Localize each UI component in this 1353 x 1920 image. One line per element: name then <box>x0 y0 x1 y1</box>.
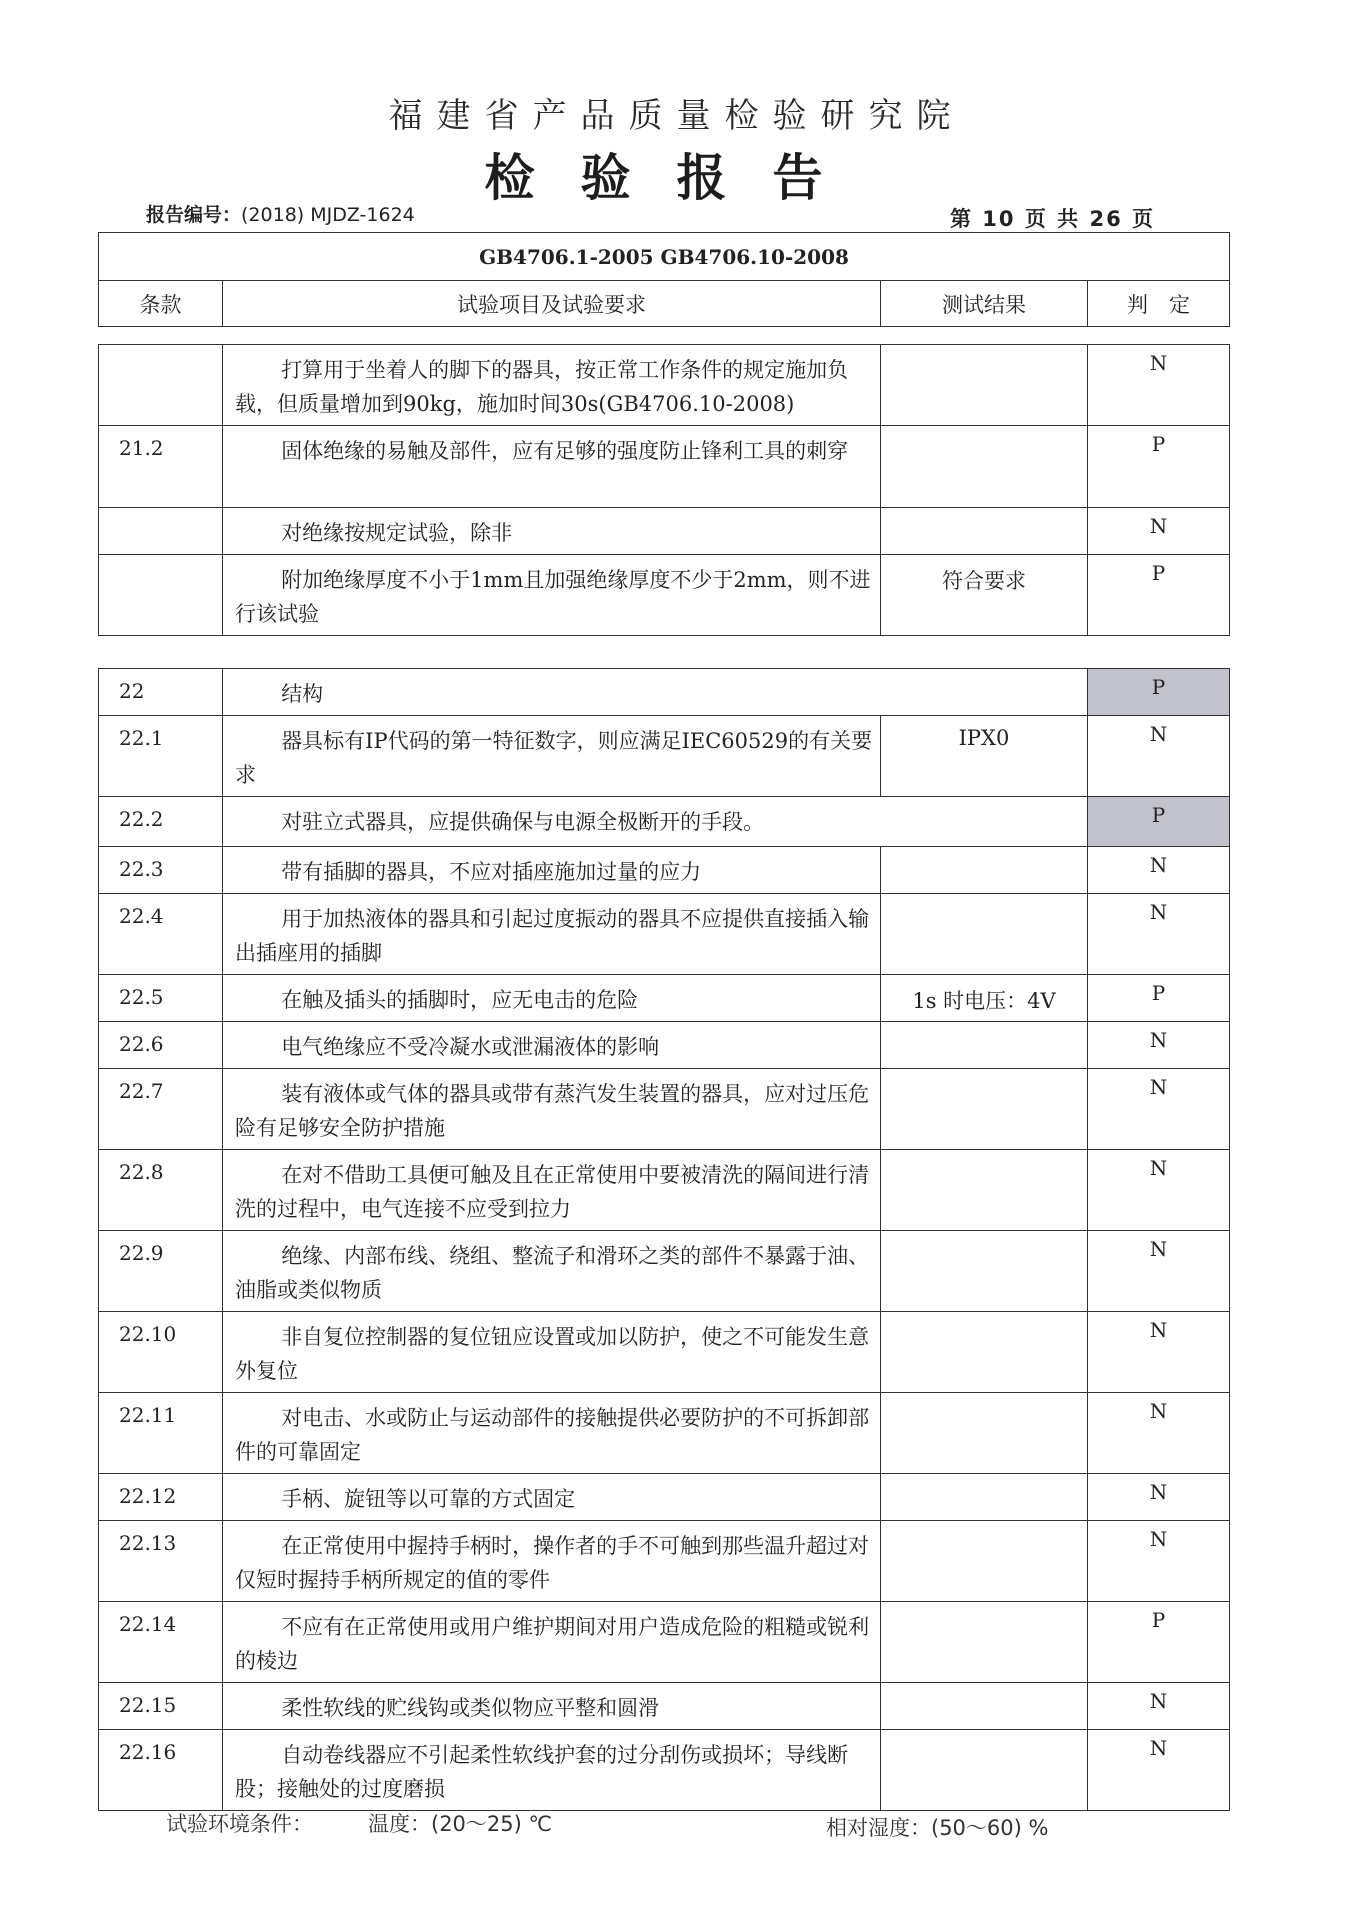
clause-number: 22.15 <box>99 1683 223 1730</box>
verdict: N <box>1088 1231 1230 1312</box>
test-result: IPX0 <box>881 716 1088 797</box>
test-requirement: 附加绝缘厚度不小于1mm且加强绝缘厚度不少于2mm，则不进行该试验 <box>223 555 881 636</box>
test-result <box>881 508 1088 555</box>
clause-number <box>99 345 223 426</box>
table-row <box>99 1393 1230 1474</box>
clause-number: 22.2 <box>99 797 223 847</box>
clause-number: 22.5 <box>99 975 223 1022</box>
test-result: 1s 时电压：4V <box>881 975 1088 1022</box>
table-row <box>99 345 1230 426</box>
clause-number: 21.2 <box>99 426 223 508</box>
header-table <box>98 232 1230 327</box>
test-requirement: 不应有在正常使用或用户维护期间对用户造成危险的粗糙或锐利的棱边 <box>223 1602 881 1683</box>
table-row <box>99 1602 1230 1683</box>
test-result <box>881 1069 1088 1150</box>
page-info: 第 10 页 共 26 页 <box>950 207 1156 231</box>
clause-number: 22.13 <box>99 1521 223 1602</box>
test-result <box>881 894 1088 975</box>
humidity: 相对湿度：(50～60) % <box>826 1816 1049 1840</box>
table-row <box>99 716 1230 797</box>
test-requirement: 固体绝缘的易触及部件，应有足够的强度防止锋利工具的刺穿 <box>223 426 881 508</box>
test-result <box>881 1602 1088 1683</box>
test-requirement: 对驻立式器具，应提供确保与电源全极断开的手段。 <box>223 797 1088 847</box>
table-row <box>99 669 1230 716</box>
table-row <box>99 847 1230 894</box>
test-requirement: 结构 <box>223 669 1088 716</box>
table-row <box>99 1231 1230 1312</box>
standard-reference: GB4706.1-2005 GB4706.10-2008 <box>99 233 1230 281</box>
verdict: N <box>1088 1393 1230 1474</box>
test-result <box>881 1474 1088 1521</box>
table-row <box>99 1150 1230 1231</box>
clause-number: 22.16 <box>99 1730 223 1811</box>
test-result <box>881 847 1088 894</box>
test-requirement: 对电击、水或防止与运动部件的接触提供必要防护的不可拆卸部件的可靠固定 <box>223 1393 881 1474</box>
temperature: 温度：(20～25) ℃ <box>368 1812 553 1836</box>
test-requirement: 对绝缘按规定试验，除非 <box>223 508 881 555</box>
table-row <box>99 555 1230 636</box>
clause-number: 22.12 <box>99 1474 223 1521</box>
clause-number: 22.3 <box>99 847 223 894</box>
clause-number: 22.14 <box>99 1602 223 1683</box>
clause-number: 22.1 <box>99 716 223 797</box>
table-row <box>99 1474 1230 1521</box>
clause-number: 22.6 <box>99 1022 223 1069</box>
column-verdict: 判 定 <box>1088 281 1230 327</box>
verdict: P <box>1088 426 1230 508</box>
verdict: N <box>1088 508 1230 555</box>
test-result <box>881 1683 1088 1730</box>
clause-number: 22.4 <box>99 894 223 975</box>
clause-number <box>99 508 223 555</box>
test-requirement: 自动卷线器应不引起柔性软线护套的过分刮伤或损坏；导线断股；接触处的过度磨损 <box>223 1730 881 1811</box>
clause-number: 22.8 <box>99 1150 223 1231</box>
verdict: N <box>1088 1683 1230 1730</box>
test-result <box>881 1730 1088 1811</box>
table-row <box>99 1521 1230 1602</box>
test-requirement: 非自复位控制器的复位钮应设置或加以防护，使之不可能发生意外复位 <box>223 1312 881 1393</box>
verdict: N <box>1088 1474 1230 1521</box>
test-result <box>881 1150 1088 1231</box>
verdict: P <box>1088 669 1230 716</box>
verdict: P <box>1088 975 1230 1022</box>
test-requirement: 在对不借助工具便可触及且在正常使用中要被清洗的隔间进行清洗的过程中，电气连接不应受到拉力 <box>223 1150 881 1231</box>
test-result <box>881 426 1088 508</box>
table-row <box>99 797 1230 847</box>
report-number-label: 报告编号： <box>146 204 242 226</box>
verdict: P <box>1088 797 1230 847</box>
test-result <box>881 1022 1088 1069</box>
verdict: N <box>1088 1730 1230 1811</box>
verdict: N <box>1088 1312 1230 1393</box>
clause-number: 22.7 <box>99 1069 223 1150</box>
test-requirement: 器具标有IP代码的第一特征数字，则应满足IEC60529的有关要求 <box>223 716 881 797</box>
test-requirement: 装有液体或气体的器具或带有蒸汽发生装置的器具，应对过压危险有足够安全防护措施 <box>223 1069 881 1150</box>
table-row <box>99 1069 1230 1150</box>
test-requirement: 电气绝缘应不受冷凝水或泄漏液体的影响 <box>223 1022 881 1069</box>
verdict: P <box>1088 1602 1230 1683</box>
test-requirement: 打算用于坐着人的脚下的器具，按正常工作条件的规定施加负载，但质量增加到90kg，施加时间30s(GB4706.10-2008) <box>223 345 881 426</box>
verdict: N <box>1088 1150 1230 1231</box>
test-result <box>881 345 1088 426</box>
verdict: N <box>1088 894 1230 975</box>
table-row <box>99 894 1230 975</box>
column-result: 测试结果 <box>881 281 1088 327</box>
clause-number: 22.9 <box>99 1231 223 1312</box>
test-requirement: 绝缘、内部布线、绕组、整流子和滑环之类的部件不暴露于油、油脂或类似物质 <box>223 1231 881 1312</box>
organization-name: 福建省产品质量检验研究院 <box>388 96 965 136</box>
verdict: N <box>1088 345 1230 426</box>
test-result <box>881 1312 1088 1393</box>
report-number <box>146 200 415 227</box>
clause-number <box>99 555 223 636</box>
test-result <box>881 1231 1088 1312</box>
test-result <box>881 1393 1088 1474</box>
test-result <box>881 1521 1088 1602</box>
verdict: N <box>1088 1022 1230 1069</box>
table-row <box>99 1683 1230 1730</box>
table-row <box>99 1022 1230 1069</box>
report-number-value: (2018) MJDZ-1624 <box>241 204 415 226</box>
table-row <box>99 975 1230 1022</box>
verdict: N <box>1088 1521 1230 1602</box>
test-requirement: 用于加热液体的器具和引起过度振动的器具不应提供直接插入输出插座用的插脚 <box>223 894 881 975</box>
test-requirement: 在触及插头的插脚时，应无电击的危险 <box>223 975 881 1022</box>
test-requirement: 手柄、旋钮等以可靠的方式固定 <box>223 1474 881 1521</box>
test-requirement: 带有插脚的器具，不应对插座施加过量的应力 <box>223 847 881 894</box>
verdict: N <box>1088 847 1230 894</box>
verdict: N <box>1088 716 1230 797</box>
column-item: 试验项目及试验要求 <box>223 281 881 327</box>
clause-number: 22.11 <box>99 1393 223 1474</box>
report-title: 检验报告 <box>484 149 869 207</box>
table-row <box>99 1730 1230 1811</box>
clause-number: 22.10 <box>99 1312 223 1393</box>
table-row <box>99 426 1230 508</box>
environment-label: 试验环境条件： <box>166 1812 313 1836</box>
verdict: N <box>1088 1069 1230 1150</box>
clause-21-table <box>98 344 1230 636</box>
column-clause: 条款 <box>99 281 223 327</box>
test-requirement: 在正常使用中握持手柄时，操作者的手不可触到那些温升超过对仅短时握持手柄所规定的值的零件 <box>223 1521 881 1602</box>
clause-22-table <box>98 668 1230 1811</box>
test-result: 符合要求 <box>881 555 1088 636</box>
clause-number: 22 <box>99 669 223 716</box>
test-requirement: 柔性软线的贮线钩或类似物应平整和圆滑 <box>223 1683 881 1730</box>
verdict: P <box>1088 555 1230 636</box>
table-row <box>99 1312 1230 1393</box>
table-row <box>99 508 1230 555</box>
